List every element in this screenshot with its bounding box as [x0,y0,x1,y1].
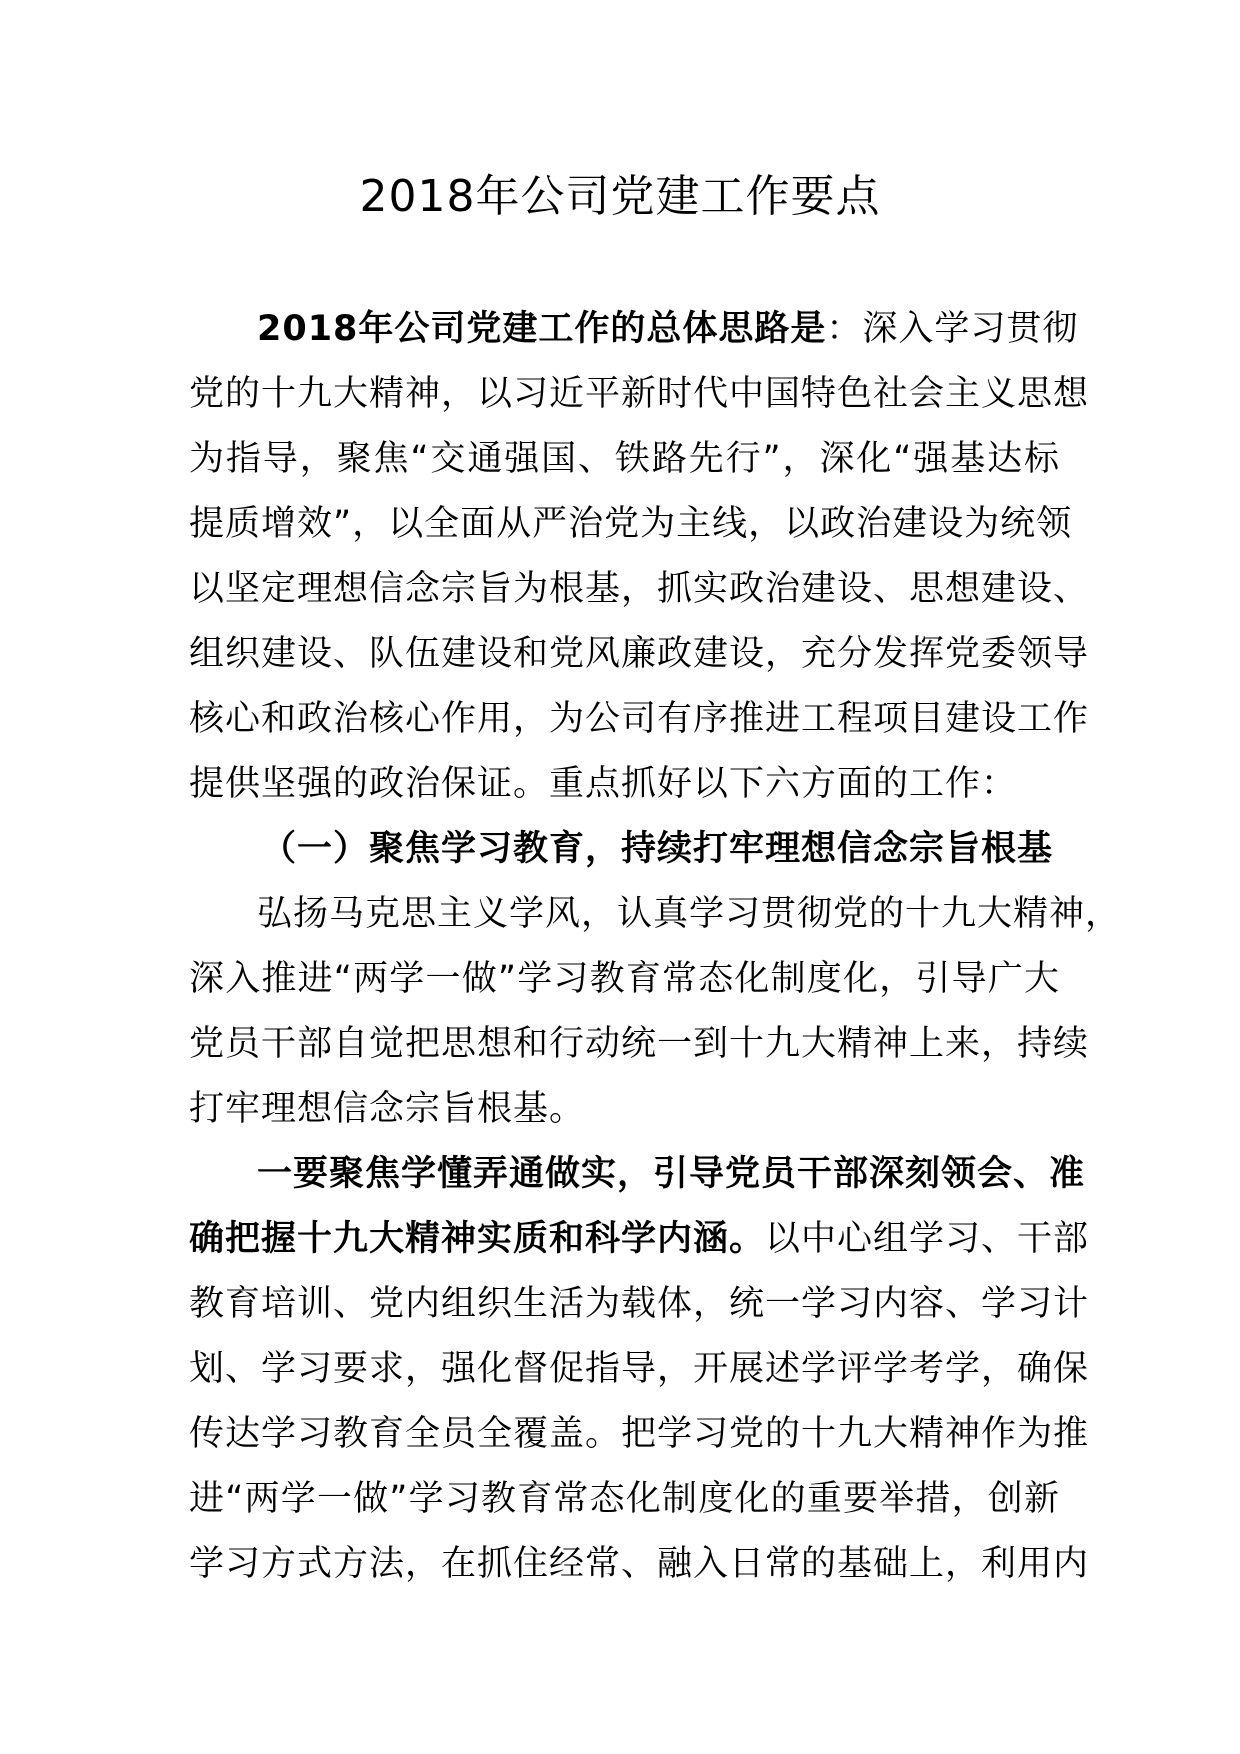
text-line [189,492,1073,557]
text-line [189,1077,1060,1142]
text-line [189,1402,1090,1467]
regular-text: 打牢理想信念宗旨根基。 [189,1089,586,1129]
regular-text: 学习方式方法，在抓住经常、融入日常的基础上，利用内 [189,1544,1090,1584]
regular-text: 以中心组学习、干部 [765,1219,1090,1259]
bold-text: 确把握十九大精神实质和科学内涵。 [189,1219,766,1259]
regular-text: 党的十九大精神，以习近平新时代中国特色社会主义思想 [189,374,1090,414]
regular-text: 为指导，聚焦“交通强国、铁路先行”，深化“强基达标 [189,439,1060,479]
text-line [189,557,1090,622]
text-line [189,752,1060,817]
section-heading [189,817,1060,882]
text-line [189,1012,1090,1077]
regular-text: 以坚定理想信念宗旨为根基，抓实政治建设、思想建设、 [189,569,1090,609]
text-line [189,1532,1090,1597]
bold-text: 一要聚焦学懂弄通做实，引导党员干部深刻领会、准 [257,1154,1086,1194]
regular-text: ：深入学习贯彻 [826,309,1079,349]
text-line [189,1337,1090,1402]
regular-text: 提质增效”，以全面从严治党为主线，以政治建设为统领 [189,504,1073,544]
text-line [189,1272,1090,1337]
regular-text: 进“两学一做”学习教育常态化制度化的重要举措，创新 [189,1479,1060,1519]
document-title: 2018年公司党建工作要点 [359,171,881,222]
text-line [189,297,1079,362]
regular-text: 提供坚强的政治保证。重点抓好以下六方面的工作： [189,764,1018,804]
regular-text: 传达学习教育全员全覆盖。把学习党的十九大精神作为推 [189,1414,1090,1454]
regular-text: 深入推进“两学一做”学习教育常态化制度化，引导广大 [189,959,1060,999]
regular-text: 核心和政治核心作用，为公司有序推进工程项目建设工作 [189,699,1090,739]
text-line [189,622,1090,687]
text-line [189,947,1060,1012]
bold-text: 2018年公司党建工作的总体思路是 [257,309,827,349]
text-line [189,882,1122,947]
regular-text: 党员干部自觉把思想和行动统一到十九大精神上来，持续 [189,1024,1090,1064]
regular-text: 划、学习要求，强化督促指导，开展述学评学考学，确保 [189,1349,1090,1389]
regular-text: 弘扬马克思主义学风，认真学习贯彻党的十九大精神， [257,894,1122,934]
text-line [189,687,1090,752]
regular-text: 教育培训、党内组织生活为载体，统一学习内容、学习计 [189,1284,1090,1324]
regular-text: 组织建设、队伍建设和党风廉政建设，充分发挥党委领导 [189,634,1090,674]
bold-text: （一）聚焦学习教育，持续打牢理想信念宗旨根基 [261,829,1054,869]
document-body [189,297,1122,1597]
text-line [189,1142,1086,1207]
text-line [189,427,1060,492]
text-line [189,1467,1060,1532]
text-line [189,362,1090,427]
text-line [189,1207,1090,1272]
